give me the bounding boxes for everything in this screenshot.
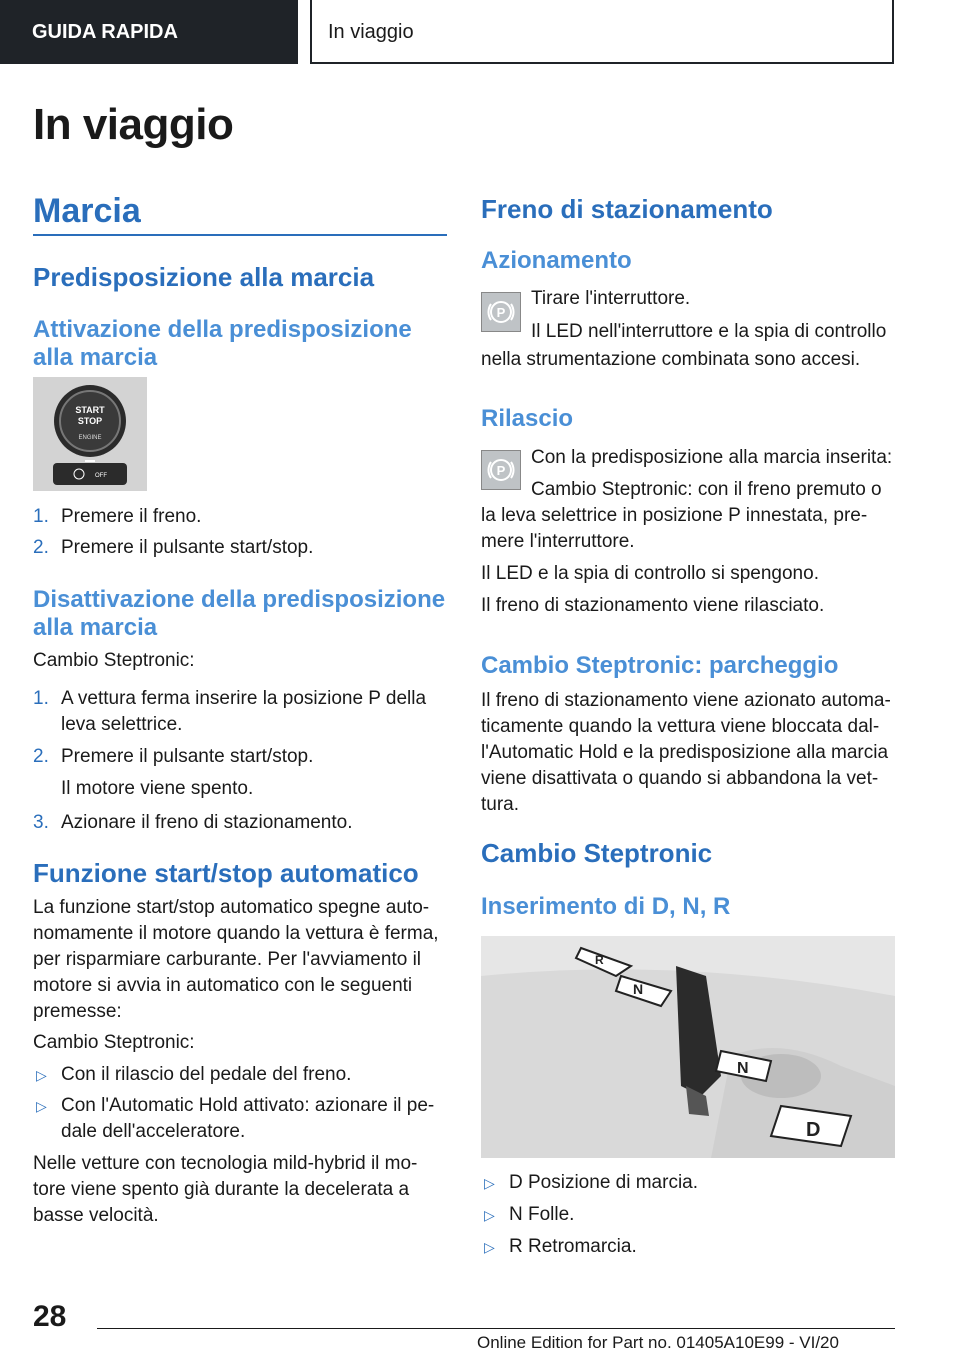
heading-parcheggio: Cambio Steptronic: parcheggio xyxy=(481,652,839,679)
parcheggio-paragraph: Il freno di stazionamento viene azionato automa- ticamente quando la vettura viene bloccata dal- l'Automatic Hold e la predisposizione alla marcia viene disattivata o quando si abbandona la vet- tura. xyxy=(481,690,891,815)
header-bar xyxy=(0,0,960,66)
bullet-triangle-icon: ▷ xyxy=(484,1207,495,1223)
azionamento-line: Il LED nell'interruttore e la spia di controllo xyxy=(531,321,887,342)
step-subtext: Il motore viene spento. xyxy=(61,778,254,799)
heading-azionamento: Azionamento xyxy=(481,247,632,274)
page-number: 28 xyxy=(33,1300,67,1333)
heading-predisposizione: Predisposizione alla marcia xyxy=(33,262,375,292)
rilascio-line: mere l'interruttore. xyxy=(481,531,635,552)
section-tab[interactable]: GUIDA RAPIDA xyxy=(0,0,298,64)
heading-freno-stazionamento: Freno di stazionamento xyxy=(481,194,773,224)
edition-text: Online Edition for Part no. 01405A10E99 - VI/20 xyxy=(477,1333,839,1352)
chapter-tab[interactable]: In viaggio xyxy=(310,0,894,64)
rilascio-line: Il freno di stazionamento viene rilasciato. xyxy=(481,595,825,616)
azionamento-line: Tirare l'interruttore. xyxy=(531,288,691,309)
heading-marcia: Marcia xyxy=(33,192,141,230)
step-text: A vettura ferma inserire la posizione P della leva selettrice. xyxy=(61,688,427,735)
heading-attivazione: Attivazione della predisposizione alla marcia xyxy=(33,316,412,371)
gear-n-label-2: N xyxy=(737,1060,749,1077)
step-text: Azionare il freno di stazionamento. xyxy=(61,812,353,833)
svg-text:P: P xyxy=(496,463,506,478)
bullet-triangle-icon: ▷ xyxy=(484,1239,495,1255)
gear-r-label: R xyxy=(595,953,604,967)
gear-list-item: R Retromarcia. xyxy=(509,1236,637,1257)
parking-brake-icon xyxy=(481,450,521,490)
bullet-triangle-icon: ▷ xyxy=(484,1175,495,1191)
mild-hybrid-paragraph: Nelle vetture con tecnologia mild-hybrid il mo- tore viene spento già durante la decelerata a basse velocità. xyxy=(33,1153,418,1226)
rilascio-line: la leva selettrice in posizione P innestata, pre- xyxy=(481,505,868,526)
step-text: Premere il pulsante start/stop. xyxy=(61,746,314,767)
page-title: In viaggio xyxy=(33,100,234,149)
azionamento-line: nella strumentazione combinata sono accesi. xyxy=(481,349,861,370)
bullet-triangle-icon: ▷ xyxy=(36,1067,47,1083)
svg-text:P: P xyxy=(496,305,506,320)
stop-label: STOP xyxy=(77,416,103,426)
premessa-item: Con il rilascio del pedale del freno. xyxy=(61,1064,352,1085)
heading-rilascio: Rilascio xyxy=(481,405,574,432)
gear-list-item: N Folle. xyxy=(509,1204,575,1225)
footer-divider xyxy=(97,1328,895,1329)
step-number: 2. xyxy=(33,746,49,767)
heading-disattivazione: Disattivazione della predisposizione alla marcia xyxy=(33,586,446,641)
gear-selector-image xyxy=(481,936,895,1158)
funzione-paragraph: La funzione start/stop automatico spegne auto- nomamente il motore quando la vettura è ferma, per risparmiare carburante. Per l'avviamento il motore si avvia in automatico con le seguenti premesse: xyxy=(33,897,439,1022)
engine-label: ENGINE xyxy=(78,435,102,441)
start-stop-button-image xyxy=(33,377,147,491)
parking-brake-icon xyxy=(481,292,521,332)
gear-n-label: N xyxy=(633,981,644,997)
off-label: OFF xyxy=(95,473,107,479)
cambio-label-2: Cambio Steptronic: xyxy=(33,1032,195,1053)
step-number: 1. xyxy=(33,688,49,709)
rilascio-line: Con la predisposizione alla marcia inserita: xyxy=(531,447,893,468)
heading-inserimento: Inserimento di D, N, R xyxy=(481,893,731,920)
cambio-label: Cambio Steptronic: xyxy=(33,650,195,671)
start-label: START xyxy=(75,405,105,415)
section-divider xyxy=(33,234,447,236)
step-text: Premere il freno. xyxy=(61,506,202,527)
rilascio-line: Il LED e la spia di controllo si spengono. xyxy=(481,563,819,584)
heading-funzione-start-stop: Funzione start/stop automatico xyxy=(33,858,419,888)
step-number: 2. xyxy=(33,537,49,558)
premessa-item: Con l'Automatic Hold attivato: azionare il pe- dale dell'acceleratore. xyxy=(61,1095,435,1142)
step-number: 3. xyxy=(33,812,49,833)
gear-d-label: D xyxy=(806,1119,821,1141)
gear-list-item: D Posizione di marcia. xyxy=(509,1172,699,1193)
step-text: Premere il pulsante start/stop. xyxy=(61,537,314,558)
step-number: 1. xyxy=(33,506,49,527)
bullet-triangle-icon: ▷ xyxy=(36,1098,47,1114)
heading-cambio-steptronic: Cambio Steptronic xyxy=(481,838,713,868)
rilascio-line: Cambio Steptronic: con il freno premuto o xyxy=(531,479,882,500)
